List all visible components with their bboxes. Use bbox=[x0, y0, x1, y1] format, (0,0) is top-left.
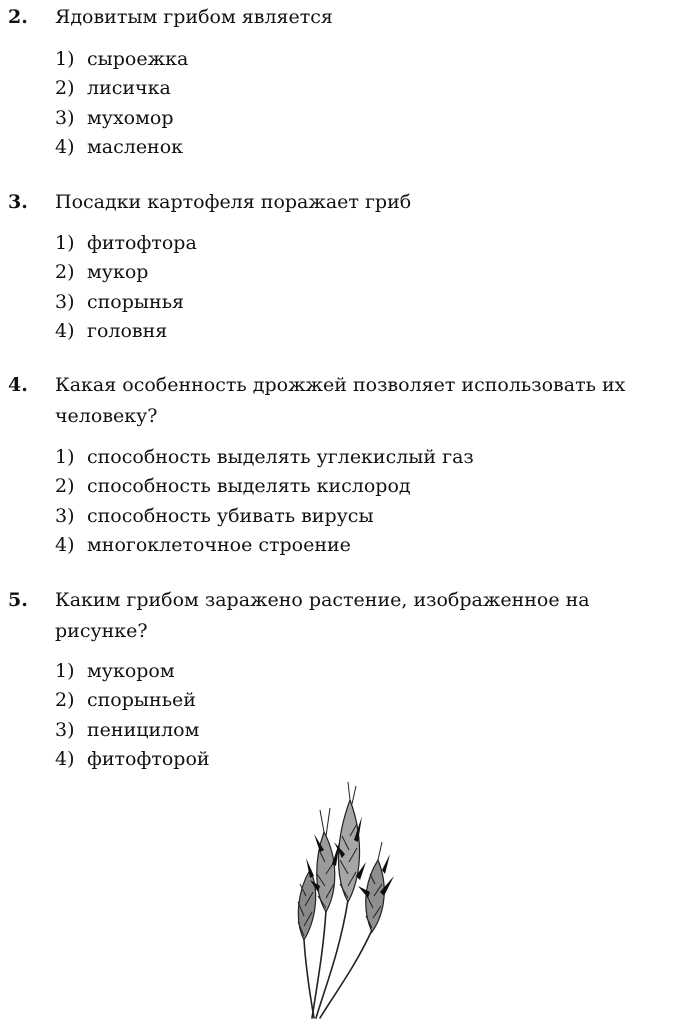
answer-option-3[interactable] bbox=[55, 288, 197, 317]
option-text: фитофтора bbox=[87, 232, 197, 254]
option-number: 4) bbox=[55, 319, 75, 342]
answer-option-1[interactable] bbox=[55, 229, 197, 258]
option-text: фитофторой bbox=[87, 747, 210, 770]
option-number: 3) bbox=[55, 106, 75, 129]
option-number: 3) bbox=[55, 504, 75, 527]
answer-option-4[interactable] bbox=[55, 133, 188, 162]
option-text: спорынья bbox=[87, 290, 185, 313]
answer-option-3[interactable] bbox=[55, 502, 474, 531]
infected-wheat-ears-icon bbox=[290, 780, 400, 1020]
answer-option-1[interactable] bbox=[55, 657, 210, 686]
option-text: масленок bbox=[87, 135, 184, 158]
option-text: мухомор bbox=[87, 106, 174, 129]
wheat-ear-center-left bbox=[317, 808, 335, 912]
option-number: 2) bbox=[55, 261, 75, 284]
wheat-ear-right bbox=[366, 842, 385, 932]
option-text: многоклеточное строение bbox=[87, 533, 351, 556]
answer-option-2[interactable] bbox=[55, 74, 188, 103]
option-number: 2) bbox=[55, 77, 75, 100]
option-text: способность выделять углекислый газ bbox=[87, 446, 474, 468]
wheat-stems bbox=[304, 900, 372, 1018]
option-text: спорыньей bbox=[87, 689, 196, 712]
answer-options bbox=[55, 657, 210, 774]
question-text: Посадки картофеля поражает гриб bbox=[55, 191, 412, 213]
answer-option-1[interactable] bbox=[55, 443, 474, 472]
answer-option-4[interactable] bbox=[55, 317, 197, 346]
answer-options bbox=[55, 229, 197, 346]
answer-option-3[interactable] bbox=[55, 104, 188, 133]
question-text: Какая особенность дрожжей позволяет использовать их человеку? bbox=[55, 374, 626, 427]
answer-option-1[interactable] bbox=[55, 45, 188, 74]
option-number: 1) bbox=[55, 232, 75, 254]
option-text: головня bbox=[87, 319, 168, 342]
option-text: пеницилом bbox=[87, 718, 200, 741]
option-text: сыроежка bbox=[87, 48, 189, 70]
option-number: 1) bbox=[55, 48, 75, 70]
answer-option-2[interactable] bbox=[55, 686, 210, 715]
option-number: 1) bbox=[55, 660, 75, 682]
option-number: 4) bbox=[55, 747, 75, 770]
question-number: 5. bbox=[8, 589, 28, 611]
option-number: 2) bbox=[55, 475, 75, 498]
answer-option-3[interactable] bbox=[55, 716, 210, 745]
option-number: 2) bbox=[55, 689, 75, 712]
option-number: 3) bbox=[55, 290, 75, 313]
answer-option-2[interactable] bbox=[55, 472, 474, 501]
option-number: 1) bbox=[55, 446, 75, 468]
wheat-ear-left bbox=[298, 870, 316, 940]
question-number: 4. bbox=[8, 374, 28, 396]
option-number: 4) bbox=[55, 533, 75, 556]
option-text: лисичка bbox=[87, 77, 171, 100]
option-text: способность убивать вирусы bbox=[87, 504, 374, 527]
wheat-ear-center bbox=[338, 782, 359, 902]
answer-option-2[interactable] bbox=[55, 258, 197, 287]
answer-option-4[interactable] bbox=[55, 531, 474, 560]
answer-options bbox=[55, 443, 474, 560]
answer-option-4[interactable] bbox=[55, 745, 210, 774]
question-text: Каким грибом заражено растение, изображенное на рисунке? bbox=[55, 589, 590, 642]
option-number: 4) bbox=[55, 135, 75, 158]
question-number: 2. bbox=[8, 6, 28, 28]
option-number: 3) bbox=[55, 718, 75, 741]
option-text: способность выделять кислород bbox=[87, 475, 411, 498]
question-number: 3. bbox=[8, 191, 28, 213]
option-text: мукором bbox=[87, 660, 175, 682]
question-text: Ядовитым грибом является bbox=[55, 6, 333, 28]
option-text: мукор bbox=[87, 261, 149, 284]
answer-options bbox=[55, 45, 188, 162]
infected-wheat-figure bbox=[290, 780, 400, 1020]
